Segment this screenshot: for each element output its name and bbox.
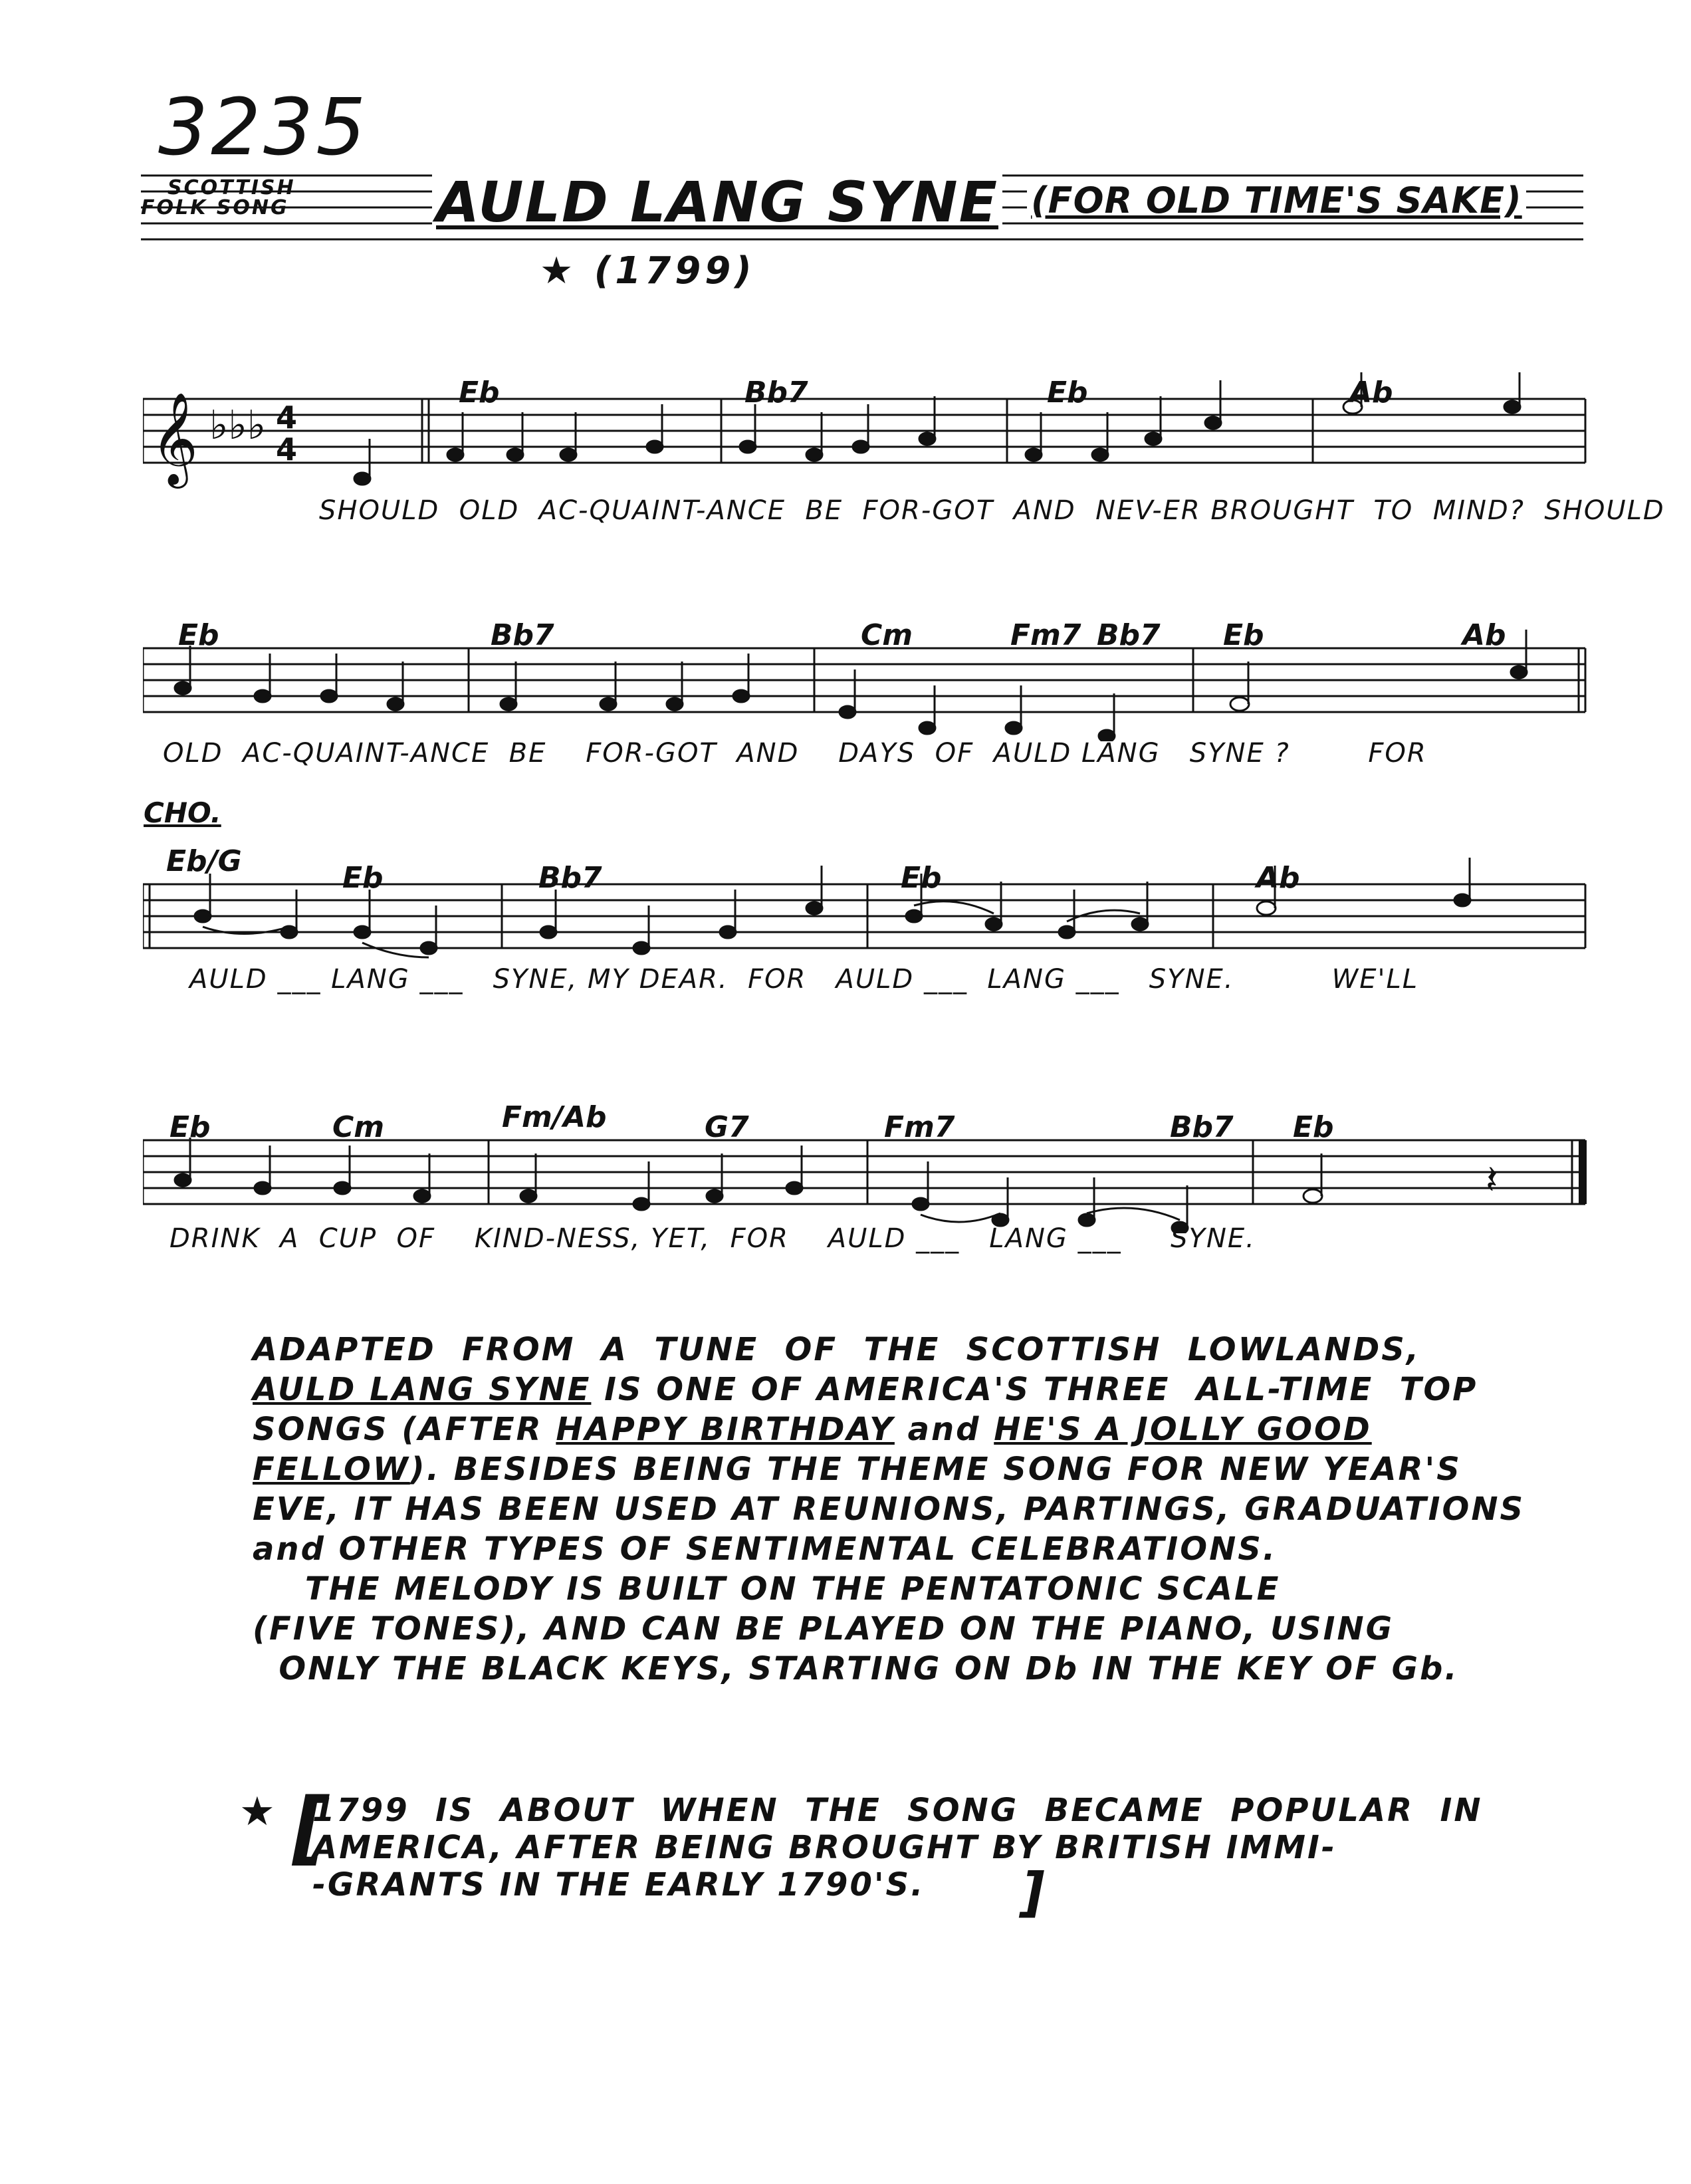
- flat-icon: ♭♭♭: [209, 402, 266, 449]
- chord-symbol: Eb: [459, 376, 500, 410]
- chord-symbol: Fm/Ab: [502, 1100, 607, 1134]
- chord-symbol: Bb7: [491, 618, 554, 652]
- notes-song-title: HE'S A JOLLY GOOD: [994, 1411, 1372, 1448]
- chord-symbol: Eb: [1047, 376, 1088, 410]
- footnote: [312, 1792, 1483, 1903]
- notes-song-title: AULD LANG SYNE: [253, 1371, 592, 1408]
- chord-symbol: Bb7: [1170, 1110, 1234, 1144]
- chord-symbol: Bb7: [538, 861, 602, 895]
- treble-clef-icon: 𝄞: [151, 392, 198, 485]
- chord-symbol: Ab: [1349, 376, 1393, 410]
- footnote-star-icon: ★: [239, 1788, 275, 1835]
- song-origin: [141, 178, 296, 218]
- chord-symbol: Eb: [1293, 1110, 1334, 1144]
- chord-symbol: Cm: [861, 618, 913, 652]
- chord-symbol: Eb: [178, 618, 219, 652]
- song-year: ★ (1799): [540, 249, 756, 293]
- chord-symbol: Eb: [1223, 618, 1264, 652]
- footnote-line: AMERICA, AFTER BEING BROUGHT BY BRITISH IMMI-: [312, 1829, 1337, 1866]
- time-signature-top: 4: [276, 400, 298, 435]
- notes-text: IS ONE OF AMERICA'S THREE ALL-TIME TOP: [591, 1371, 1478, 1408]
- footnote-line: 1799 IS ABOUT WHEN THE SONG BECAME POPULAR IN: [312, 1792, 1483, 1829]
- chord-symbol: Eb: [169, 1110, 211, 1144]
- origin-line-2: FOLK SONG: [141, 196, 289, 219]
- chord-symbol: Eb: [342, 861, 384, 895]
- notes-line: ADAPTED FROM A TUNE OF THE SCOTTISH LOWLANDS,: [253, 1331, 1421, 1368]
- notes-text: SONGS (AFTER: [253, 1411, 556, 1448]
- chord-symbol: Bb7: [1097, 618, 1161, 652]
- song-subtitle: (FOR OLD TIME'S SAKE): [1027, 180, 1526, 221]
- notes-text: ). BESIDES BEING THE THEME SONG FOR NEW YEAR'S: [409, 1451, 1462, 1488]
- chord-symbol: Ab: [1462, 618, 1506, 652]
- notes-text: and: [894, 1411, 994, 1448]
- chord-symbol: Bb7: [744, 376, 808, 410]
- chord-symbol: Cm: [332, 1110, 385, 1144]
- chord-symbol: Fm7: [884, 1110, 955, 1144]
- history-notes: [253, 1330, 1525, 1689]
- quarter-rest-icon: 𝄽: [1486, 1157, 1498, 1203]
- song-title: AULD LANG SYNE: [432, 170, 1002, 235]
- chord-symbol: G7: [705, 1110, 749, 1144]
- footnote-bracket-open: [: [292, 1782, 329, 1874]
- chord-symbol: Eb/G: [166, 844, 242, 878]
- chord-symbol: Fm7: [1010, 618, 1081, 652]
- notes-line: [253, 1370, 1516, 1409]
- notes-line: [253, 1409, 1516, 1449]
- origin-line-1: SCOTTISH: [168, 176, 296, 199]
- lyric-line: AULD ___ LANG ___ SYNE, MY DEAR. FOR AULD ___ LANG ___ SYNE. WE'LL: [189, 964, 1419, 995]
- notes-line: [253, 1449, 1516, 1489]
- notes-line: EVE, IT HAS BEEN USED AT REUNIONS, PARTINGS, GRADUATIONS: [253, 1491, 1525, 1528]
- chorus-label: CHO.: [144, 796, 221, 829]
- page-number: 3235: [158, 81, 369, 173]
- notes-song-title: FELLOW: [253, 1451, 410, 1488]
- lyric-line: SHOULD OLD AC-QUAINT-ANCE BE FOR-GOT AND NEV-ER BROUGHT TO MIND? SHOULD: [319, 495, 1665, 526]
- notes-line: (FIVE TONES), AND CAN BE PLAYED ON THE PIANO, USING: [253, 1610, 1395, 1647]
- final-barline: [1579, 1140, 1587, 1204]
- footnote-bracket-close: ]: [1020, 1862, 1045, 1923]
- notes-line: and OTHER TYPES OF SENTIMENTAL CELEBRATIONS.: [253, 1530, 1278, 1568]
- lyric-line: OLD AC-QUAINT-ANCE BE FOR-GOT AND DAYS OF AULD LANG SYNE ? FOR: [163, 738, 1427, 769]
- chord-symbol: Eb: [901, 861, 942, 895]
- notes-line: ONLY THE BLACK KEYS, STARTING ON Db IN THE KEY OF Gb.: [253, 1650, 1459, 1687]
- notes-song-title: HAPPY BIRTHDAY: [556, 1411, 895, 1448]
- notes-line: THE MELODY IS BUILT ON THE PENTATONIC SCALE: [253, 1570, 1281, 1608]
- lyric-line: DRINK A CUP OF KIND-NESS, YET, FOR AULD ___ LANG ___ SYNE.: [169, 1223, 1256, 1254]
- time-signature-bottom: 4: [276, 431, 298, 467]
- footnote-line: -GRANTS IN THE EARLY 1790'S.: [312, 1866, 925, 1903]
- chord-symbol: Ab: [1256, 861, 1300, 895]
